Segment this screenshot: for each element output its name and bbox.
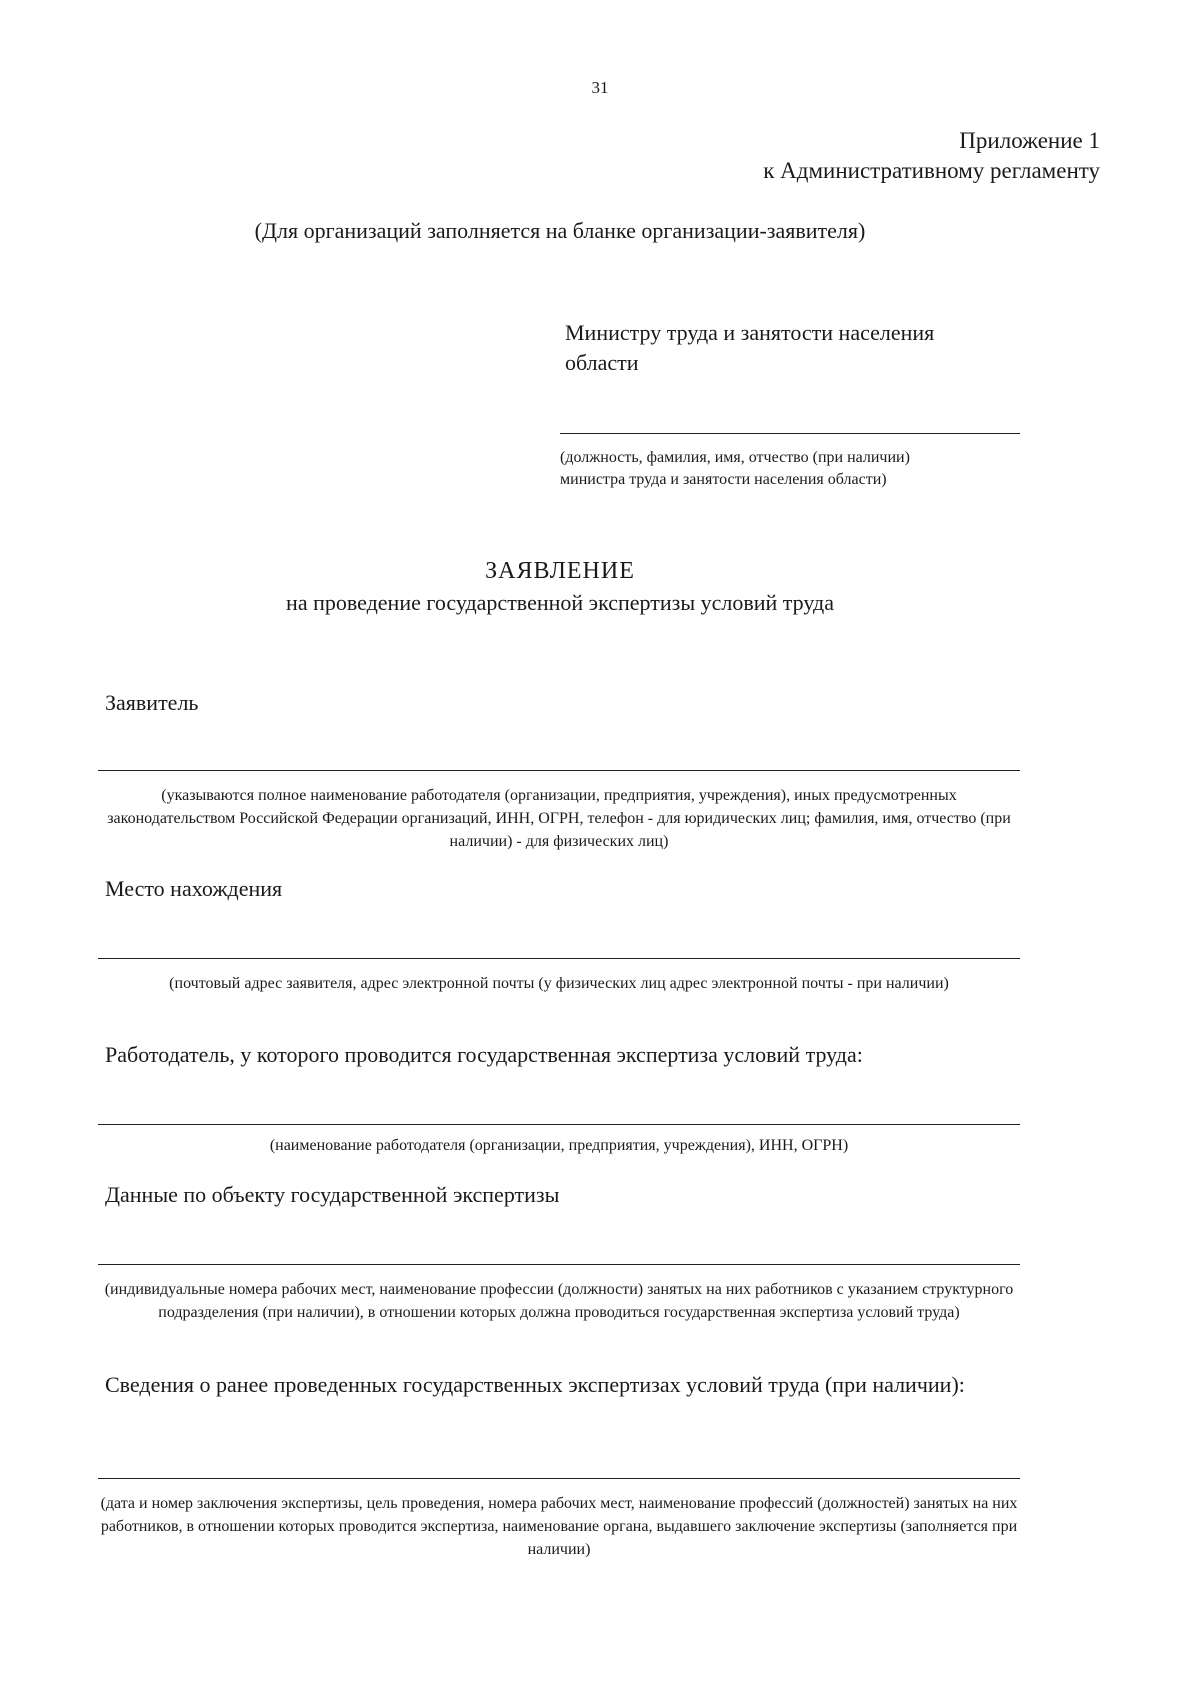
document-title: ЗАЯВЛЕНИЕ: [485, 558, 635, 584]
applicant-caption: (указываются полное наименование работодателя (организации, предприятия, учреждения), иных предусмотренных законодательством Российской Федерации организаций, ИНН, ОГРН, телефон - для юридических лиц; фамилия, имя, отчество (при наличии) - для физических лиц): [107, 787, 1011, 850]
location-field[interactable]: [98, 958, 1020, 959]
annex-number: Приложение 1: [959, 128, 1100, 153]
page-number: 31: [591, 78, 609, 97]
recipient-caption-line-2: министра труда и занятости населения области): [560, 471, 887, 488]
employer-field[interactable]: [98, 1124, 1020, 1125]
document-subtitle: на проведение государственной экспертизы условий труда: [286, 590, 834, 615]
object-data-label: Данные по объекту государственной экспертизы: [105, 1182, 560, 1207]
recipient-caption: [560, 447, 1020, 491]
annex-reference: к Административному регламенту: [763, 158, 1100, 183]
location-caption: (почтовый адрес заявителя, адрес электронной почты (у физических лиц адрес электронной почты - при наличии): [169, 975, 949, 992]
object-data-field[interactable]: [98, 1264, 1020, 1265]
recipient-caption-line-1: (должность, фамилия, имя, отчество (при наличии): [560, 449, 910, 466]
recipient-name-field[interactable]: [560, 433, 1020, 434]
recipient-line-1: Министру труда и занятости населения: [565, 320, 935, 345]
employer-caption: (наименование работодателя (организации, предприятия, учреждения), ИНН, ОГРН): [269, 1137, 849, 1154]
object-data-caption: (индивидуальные номера рабочих мест, наименование профессии (должности) занятых на них работников с указанием структурного подразделения (при наличии), в отношении которых должна проводиться государственная экспертиза условий труда): [104, 1281, 1014, 1321]
previous-expertise-caption: (дата и номер заключения экспертизы, цель проведения, номера рабочих мест, наименование профессий (должностей) занятых на них работников, в отношении которых проводится экспертиза, наименование органа, выдавшего заключение экспертизы (заполняется при наличии): [100, 1495, 1018, 1558]
recipient-line-2: области: [565, 350, 639, 375]
location-label: Место нахождения: [105, 876, 283, 901]
employer-label: Работодатель, у которого проводится государственная экспертиза условий труда:: [105, 1042, 863, 1067]
applicant-label: Заявитель: [105, 690, 199, 715]
previous-expertise-label: Сведения о ранее проведенных государственных экспертизах условий труда (при наличии):: [105, 1372, 965, 1397]
annex-header: [763, 126, 1100, 186]
fill-instruction: (Для организаций заполняется на бланке организации-заявителя): [254, 218, 866, 243]
recipient-block: [565, 318, 1025, 378]
applicant-field[interactable]: [98, 770, 1020, 771]
previous-expertise-field[interactable]: [98, 1478, 1020, 1479]
